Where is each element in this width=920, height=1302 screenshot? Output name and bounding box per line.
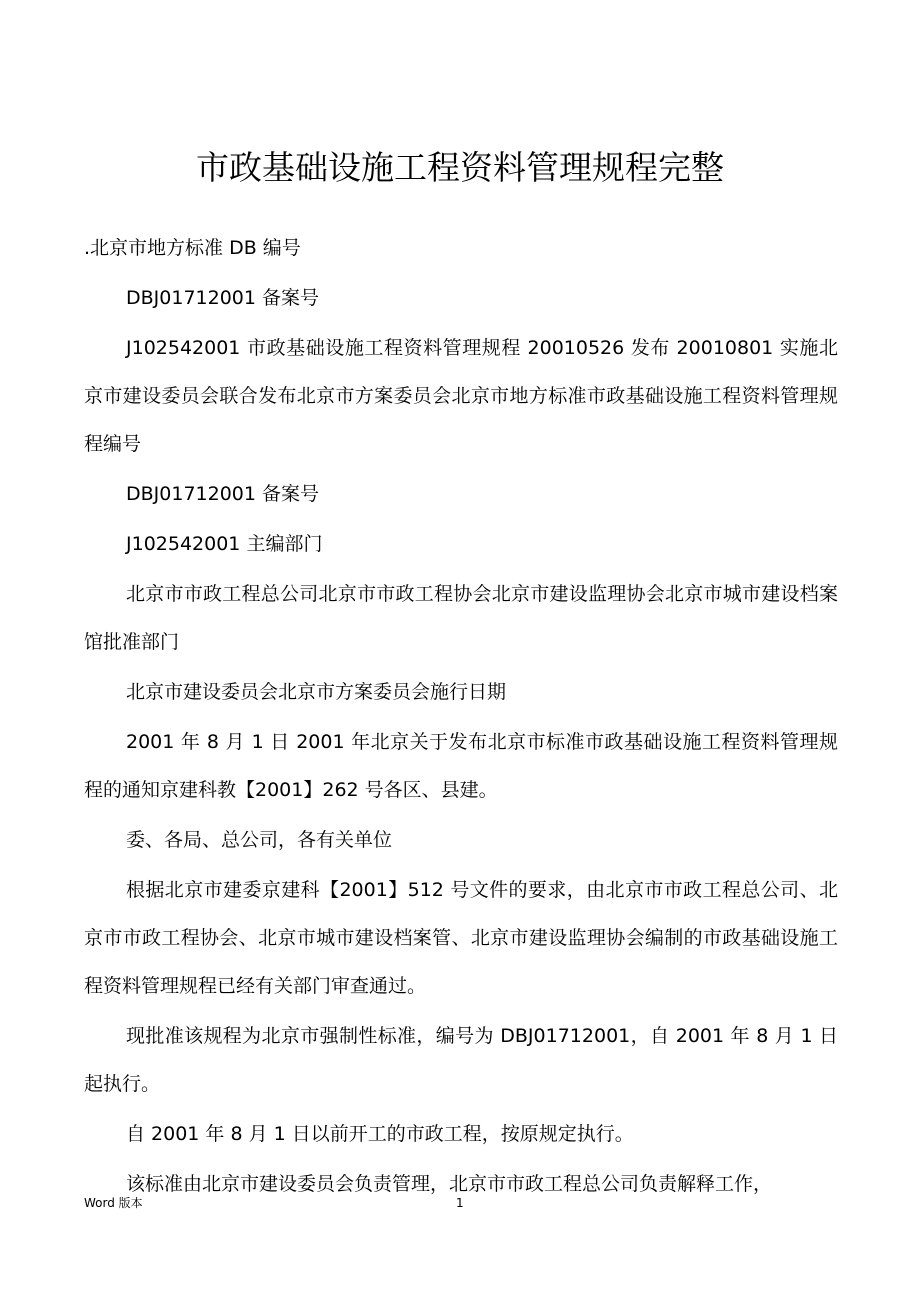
paragraph-10: 根据北京市建委京建科【2001】512 号文件的要求，由北京市市政工程总公司、北京市市政工程协会、北京市城市建设档案管、北京市建设监理协会编制的市政基础设施工程资料管理规程已经有关部门审查通过。 [84, 879, 838, 997]
paragraph-11: 现批准该规程为北京市强制性标准，编号为 DBJ01712001，自 2001 年 8 月 1 日起执行。 [84, 1025, 838, 1095]
document-body [84, 224, 838, 1210]
paragraph-13: 该标准由北京市建设委员会负责管理，北京市市政工程总公司负责解释工作， [126, 1173, 773, 1195]
document-title: 市政基础设施工程资料管理规程完整 [196, 148, 724, 187]
footer-version-label: Word 版本 [84, 1196, 143, 1210]
paragraph-7: 北京市建设委员会北京市方案委员会施行日期 [126, 681, 507, 703]
paragraph-6: 北京市市政工程总公司北京市市政工程协会北京市建设监理协会北京市城市建设档案馆批准部门 [84, 583, 838, 653]
paragraph-5: J102542001 主编部门 [126, 533, 323, 555]
paragraph-2: DBJ01712001 备案号 [126, 287, 320, 309]
paragraph-9: 委、各局、总公司，各有关单位 [126, 829, 393, 851]
paragraph-3: J102542001 市政基础设施工程资料管理规程 20010526 发布 20010801 实施北京市建设委员会联合发布北京市方案委员会北京市地方标准市政基础设施工程资料管理规程编号 [84, 337, 838, 455]
paragraph-4: DBJ01712001 备案号 [126, 483, 320, 505]
footer-page-number: 1 [456, 1196, 464, 1210]
paragraph-1: .北京市地方标准 DB 编号 [84, 237, 301, 259]
paragraph-8: 2001 年 8 月 1 日 2001 年北京关于发布北京市标准市政基础设施工程资料管理规程的通知京建科教【2001】262 号各区、县建。 [84, 731, 838, 801]
paragraph-12: 自 2001 年 8 月 1 日以前开工的市政工程，按原规定执行。 [126, 1123, 634, 1145]
